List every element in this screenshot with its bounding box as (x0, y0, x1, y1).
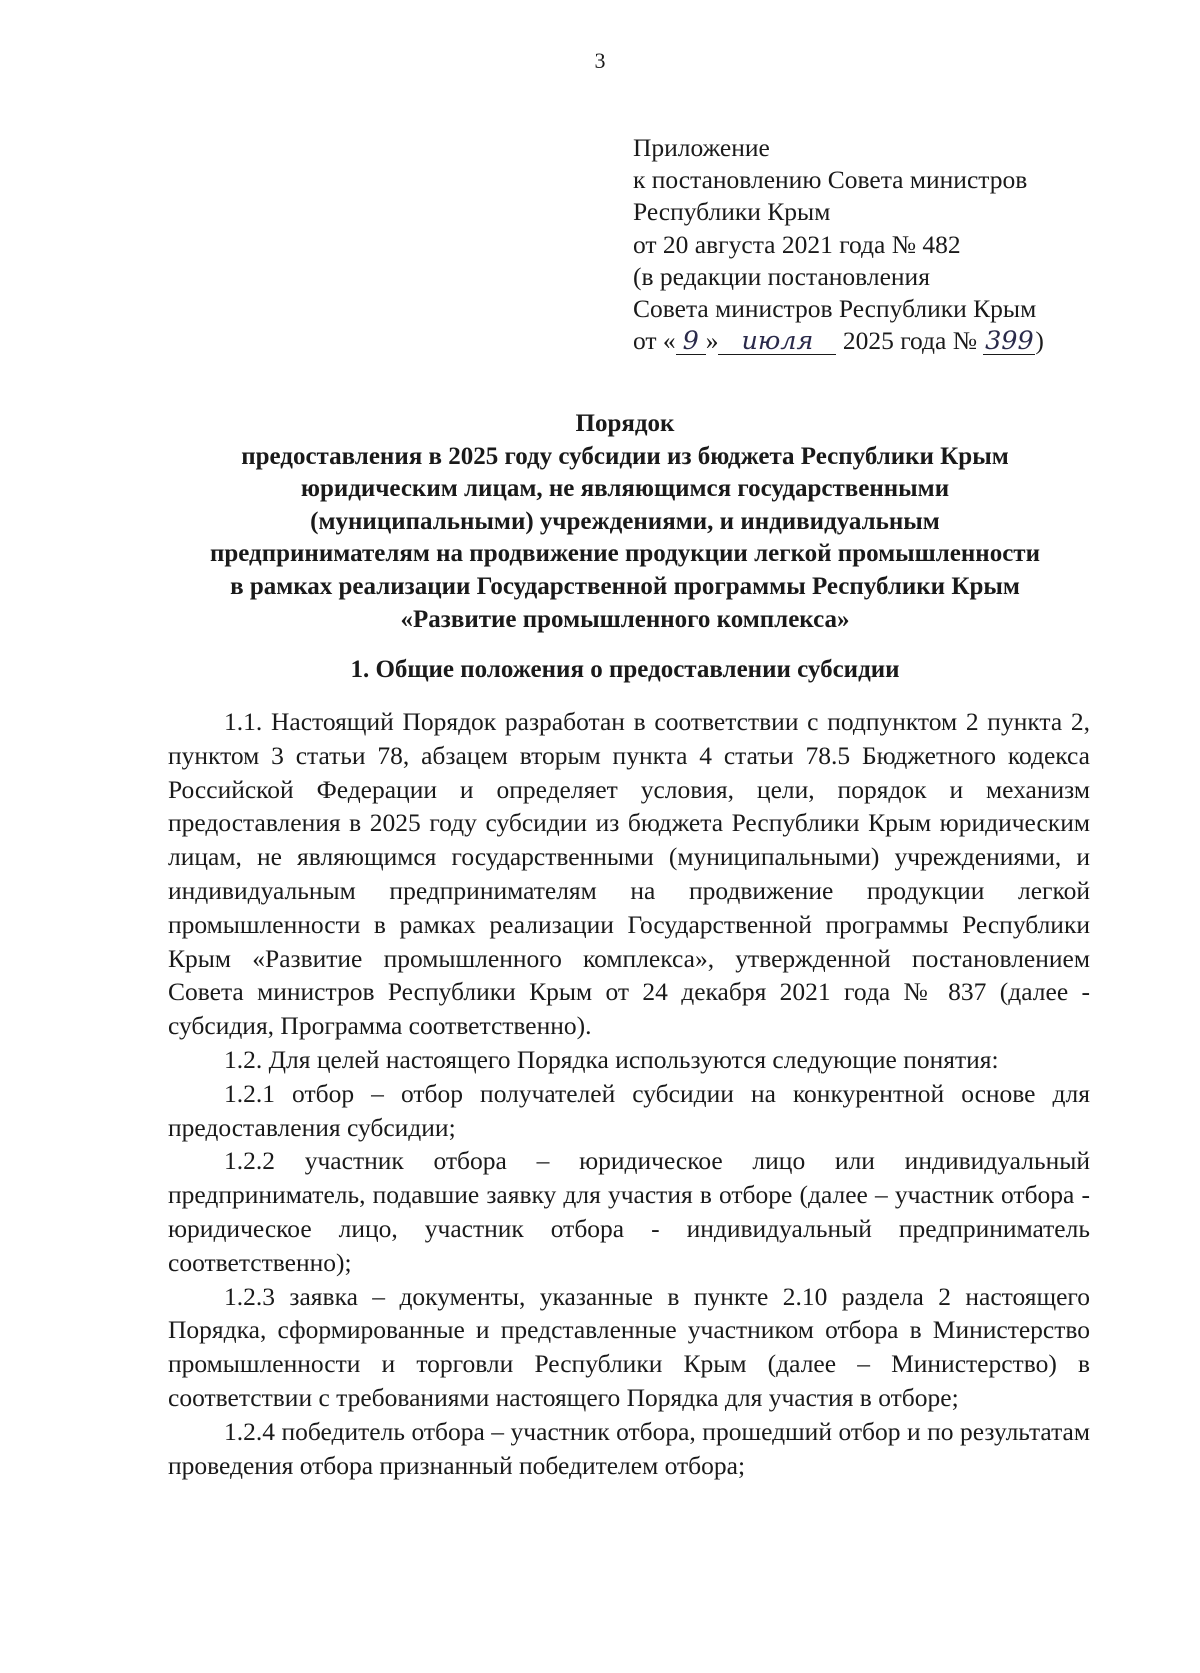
appendix-line: от 20 августа 2021 года № 482 (633, 229, 961, 259)
handwritten-number: 399 (985, 326, 1034, 357)
appendix-line: (в редакции постановления (633, 261, 930, 291)
page-number: 3 (594, 48, 606, 73)
appendix-block (633, 132, 1193, 357)
date-suffix: ) (1035, 326, 1044, 356)
title-line: юридическим лицам, не являющимся государственными (300, 475, 950, 503)
appendix-line: Совета министров Республики Крым (633, 294, 1037, 324)
appendix-date-line (633, 325, 1193, 357)
paragraph: 1.2.1 отбор – отбор получателей субсидии на конкурентной основе для предоставления субсидии; (168, 1078, 1090, 1142)
paragraph: 1.1. Настоящий Порядок разработан в соответствии с подпунктом 2 пункта 2, пунктом 3 статьи 78, абзацем вторым пункта 4 статьи 78.5 Бюджетного кодекса Российской Федерации и определяет условия, цели, порядок и механизм предоставления в 2025 году субсидии из бюджета Республики Крым юридическим лицам, не являющимся государственными (муниципальными) учреждениями, и индивидуальным предпринимателям на продвижение продукции легкой промышленности в рамках реализации Государственной программы Республики Крым «Развитие промышленного комплекса», утвержденной постановлением Совета министров Республики Крым от 24 декабря 2021 года № 837 (далее - субсидия, Программа соответственно). (168, 707, 1090, 1041)
paragraph: 1.2. Для целей настоящего Порядка используются следующие понятия: (224, 1044, 999, 1074)
section-body (168, 705, 1090, 1482)
title-line: (муниципальными) учреждениями, и индивидуальным (310, 507, 940, 535)
title-line: в рамках реализации Государственной программы Республики Крым (230, 572, 1020, 600)
date-quote-close: » (705, 326, 719, 356)
appendix-line: Приложение (633, 133, 770, 162)
title-line: предоставления в 2025 году субсидии из бюджета Республики Крым (241, 442, 1009, 470)
paragraph: 1.2.3 заявка – документы, указанные в пункте 2.10 раздела 2 настоящего Порядка, сформированные и представленные участником отбора в Министерство промышленности и торговли Республики Крым (далее – Министерство) в соответствии с требованиями настоящего Порядка для участия в отборе; (168, 1281, 1090, 1412)
section-heading: 1. Общие положения о предоставлении субсидии (350, 656, 900, 683)
appendix-line: к постановлению Совета министров (633, 165, 1028, 195)
handwritten-day: 9 (676, 328, 706, 355)
appendix-line: Республики Крым (633, 197, 831, 227)
date-year: 2025 года № (842, 326, 978, 356)
title-line: «Развитие промышленного комплекса» (400, 605, 850, 633)
document-title (150, 408, 1100, 636)
handwritten-month: июля (718, 328, 836, 355)
paragraph: 1.2.4 победитель отбора – участник отбора, прошедший отбор и по результатам проведения отбора признанный победителем отбора; (168, 1416, 1090, 1480)
title-heading: Порядок (575, 410, 675, 437)
date-prefix: от « (633, 326, 676, 356)
title-line: предпринимателям на продвижение продукции легкой промышленности (209, 540, 1040, 568)
paragraph: 1.2.2 участник отбора – юридическое лицо или индивидуальный предприниматель, подавшие заявку для участия в отборе (далее – участник отбора - юридическое лицо, участник отбора - индивидуальный предприниматель соответственно); (168, 1146, 1090, 1277)
